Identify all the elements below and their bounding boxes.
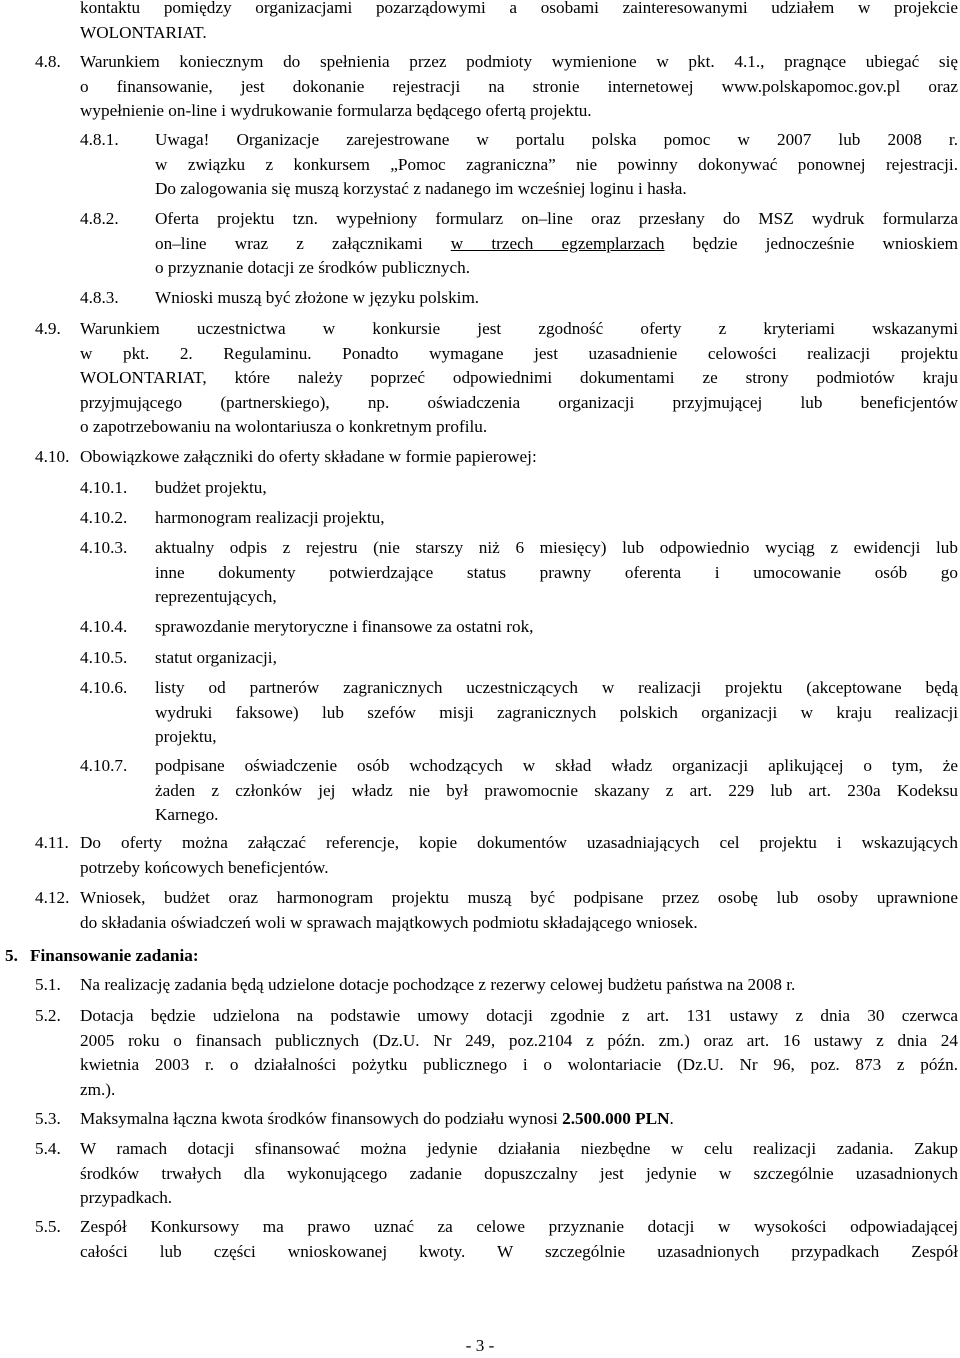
section-number: 4.8.1. xyxy=(80,130,119,149)
text-line: Obowiązkowe załączniki do oferty składane w formie papierowej: xyxy=(80,447,537,466)
text-line: o przyznanie dotacji ze środków publicznych. xyxy=(155,258,470,277)
text-line: Do zalogowania się muszą korzystać z nadanego im wcześniej loginu i hasła. xyxy=(155,179,687,198)
text-line: potrzeby końcowych beneficjentów. xyxy=(80,857,329,877)
text-line: podpisane oświadczenie osób wchodzących w skład władz organizacji aplikującej o tym, że xyxy=(155,756,958,775)
text-line: projektu, xyxy=(155,727,217,746)
text-line: Na realizację zadania będą udzielone dotacje pochodzące z rezerwy celowej budżetu państwa na 2008 r. xyxy=(80,975,796,994)
text-line: Wnioski muszą być złożone w języku polskim. xyxy=(155,288,480,307)
text-line: przyjmującego (partnerskiego), np. oświadczenia organizacji przyjmującej lub beneficjentów xyxy=(80,392,958,412)
section-number: 4.12. xyxy=(35,888,70,907)
text-line: harmonogram realizacji projektu, xyxy=(155,508,385,527)
text-line: listy od partnerów zagranicznych uczestniczących w realizacji projektu (akceptowane będą xyxy=(155,678,958,697)
section-number: 4.10. xyxy=(35,447,70,466)
section-number: 4.10.3. xyxy=(80,538,128,557)
text-line: kontaktu pomiędzy organizacjami pozarządowymi a osobami zainteresowanymi udziałem w projekcie xyxy=(80,0,958,17)
text-line: o finansowanie, jest dokonanie rejestracji na stronie internetowej www.polskapomoc.gov.pl oraz xyxy=(80,76,958,96)
section-number: 4.8. xyxy=(35,52,61,71)
text-line: Uwaga! Organizacje zarejestrowane w portalu polska pomoc w 2007 lub 2008 r. xyxy=(155,130,958,149)
text-line: WOLONTARIAT, które należy poprzeć odpowiednimi dokumentami ze strony podmiotów kraju xyxy=(80,368,958,387)
text-line: Wniosek, budżet oraz harmonogram projektu muszą być podpisane przez osobę lub osoby uprawnione xyxy=(80,888,958,907)
text-line: Warunkiem koniecznym do spełnienia przez podmioty wymienione w pkt. 4.1., pragnące ubiegać się xyxy=(80,52,958,71)
text-line: zm.). xyxy=(80,1079,116,1099)
section-number: 5.4. xyxy=(35,1139,61,1158)
section-number: 4.10.7. xyxy=(80,756,128,775)
section-number: 4.8.2. xyxy=(80,209,119,228)
amount-value: 2.500.000 PLN xyxy=(562,1109,670,1128)
text-line: aktualny odpis z rejestru (nie starszy niż 6 miesięcy) lub odpowiednio wyciąg z ewidencji lub xyxy=(155,538,958,557)
text-line: reprezentujących, xyxy=(155,587,277,606)
page-number: - 3 - xyxy=(465,1336,495,1355)
section-number: 4.10.5. xyxy=(80,648,128,667)
section-number: 4.10.1. xyxy=(80,478,128,497)
text-line: W ramach dotacji sfinansować można jedynie działania niezbędne w celu realizacji zadania. Zakup xyxy=(80,1139,958,1158)
text-line: w pkt. 2. Regulaminu. Ponadto wymagane jest uzasadnienie celowości realizacji projektu xyxy=(80,343,958,363)
text-line: statut organizacji, xyxy=(155,648,277,667)
section-number: 4.10.4. xyxy=(80,617,128,636)
text-line: Oferta projektu tzn. wypełniony formularz on–line oraz przesłany do MSZ wydruk formularza xyxy=(155,209,958,228)
text-line: Karnego. xyxy=(155,805,219,824)
text-line: przypadkach. xyxy=(80,1188,173,1207)
text-line: do składania oświadczeń woli w sprawach majątkowych podmiotu składającego wniosek. xyxy=(80,912,698,932)
text-line: on–line wraz z załącznikami w trzech egzemplarzach będzie jednocześnie wnioskiem xyxy=(155,233,958,253)
text-line: budżet projektu, xyxy=(155,478,267,497)
text-line: Maksymalna łączna kwota środków finansowych do podziału wynosi 2.500.000 PLN. xyxy=(80,1109,674,1128)
section-number: 5.1. xyxy=(35,975,61,994)
text-line: kwietnia 2003 r. o działalności pożytku publicznego i o wolontariacie (Dz.U. Nr 96, poz. 873 z późn. xyxy=(80,1055,958,1074)
underlined-phrase: w trzech egzemplarzach xyxy=(450,233,665,253)
text-line: całości lub części wnioskowanej kwoty. W szczególnie uzasadnionych przypadkach Zespół xyxy=(80,1241,958,1261)
section-number: 4.10.2. xyxy=(80,508,128,527)
text-line: inne dokumenty potwierdzające status prawny oferenta i umocowanie osób go xyxy=(155,562,958,582)
text-line: WOLONTARIAT. xyxy=(80,22,207,42)
section-number: 4.10.6. xyxy=(80,678,128,697)
text-line: Do oferty można załączać referencje, kopie dokumentów uzasadniających cel projektu i wskazujących xyxy=(80,833,958,852)
section-number: 4.9. xyxy=(35,319,61,338)
section-number: 4.8.3. xyxy=(80,288,119,307)
section-number: 5.5. xyxy=(35,1217,61,1236)
text-line: Warunkiem uczestnictwa w konkursie jest zgodność oferty z kryteriami wskazanymi xyxy=(80,319,958,338)
text-line: wydruki faksowe) lub szefów misji zagranicznych polskich organizacji w kraju realizacji xyxy=(155,702,958,722)
section-number: 5.2. xyxy=(35,1006,61,1025)
text-line: sprawozdanie merytoryczne i finansowe za ostatni rok, xyxy=(155,617,534,636)
text-line: wypełnienie on-line i wydrukowanie formularza będącego ofertą projektu. xyxy=(80,101,592,120)
text-line: żaden z członków jej władz nie był prawomocnie skazany z art. 229 lub art. 230a Kodeksu xyxy=(155,780,958,800)
text-line: o zapotrzebowaniu na wolontariusza o konkretnym profilu. xyxy=(80,417,488,436)
text-line: środków trwałych dla wykonującego zadanie dopuszczalny jest jedynie w szczególnie uzasadnionych xyxy=(80,1163,958,1183)
section-number: 4.11. xyxy=(35,833,69,852)
text-line: w związku z konkursem „Pomoc zagraniczna” nie powinny dokonywać ponownej rejestracji. xyxy=(155,154,958,174)
section-number: 5. xyxy=(5,946,18,965)
text-line: Zespół Konkursowy ma prawo uznać za celowe przyznanie dotacji w wysokości odpowiadającej xyxy=(80,1217,958,1236)
section-title: Finansowanie zadania: xyxy=(30,946,199,965)
text-line: Dotacja będzie udzielona na podstawie umowy dotacji zgodnie z art. 131 ustawy z dnia 30 czerwca xyxy=(80,1006,958,1025)
text-line: 2005 roku o finansach publicznych (Dz.U. Nr 249, poz.2104 z późn. zm.) oraz art. 16 ustawy z dnia 24 xyxy=(80,1030,958,1050)
section-number: 5.3. xyxy=(35,1109,61,1128)
